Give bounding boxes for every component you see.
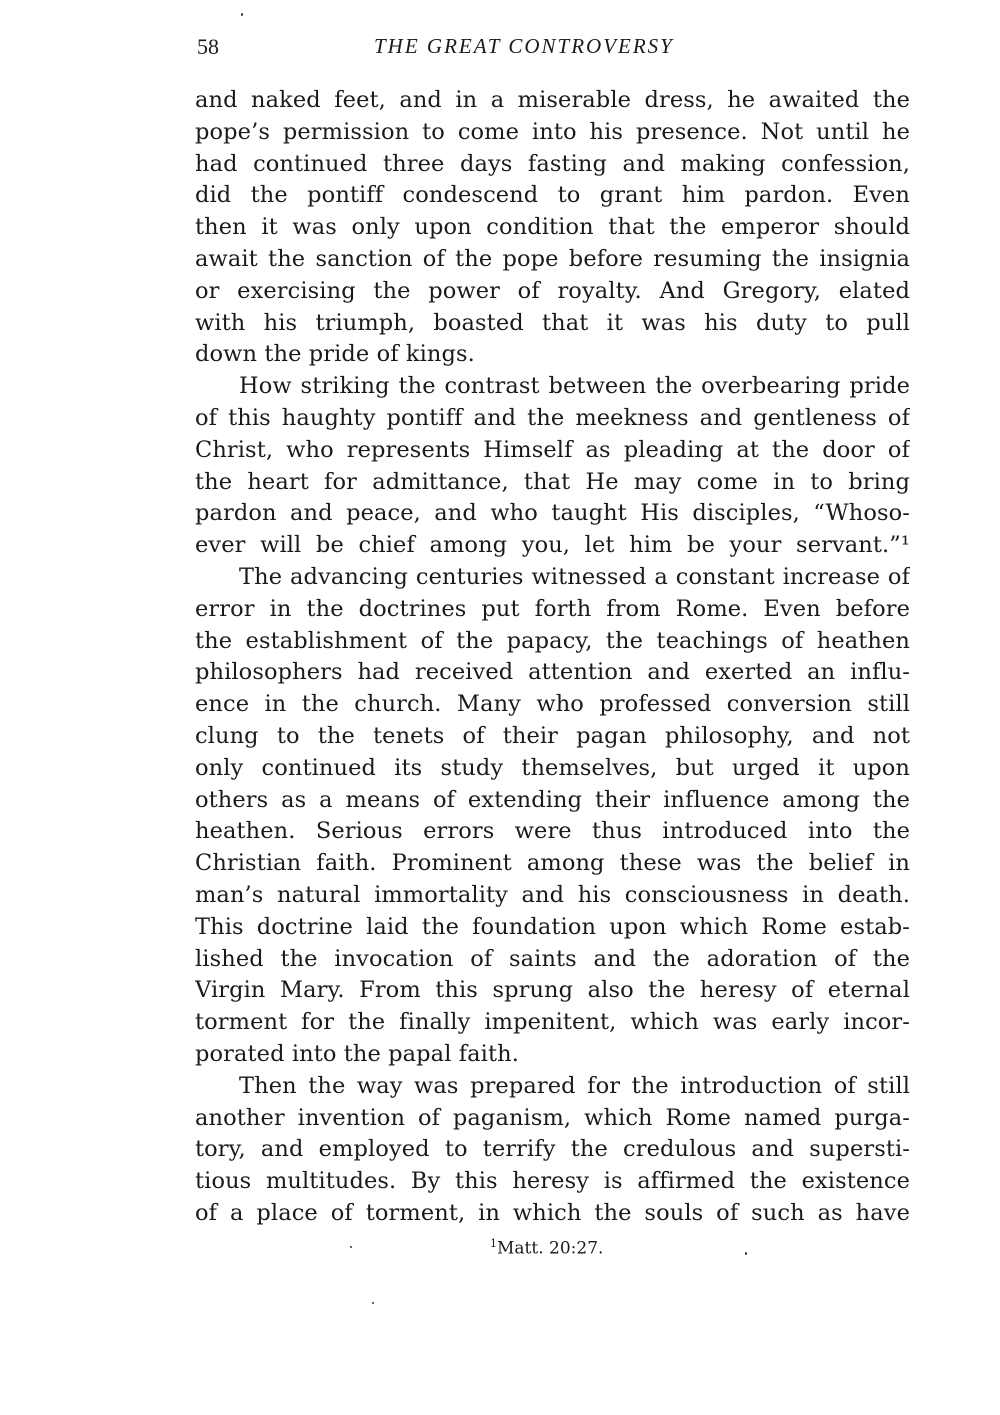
- text-line: tious multitudes. By this heresy is affirmed the existence: [195, 1168, 910, 1195]
- text-line: clung to the tenets of their pagan philosophy, and not: [195, 722, 910, 749]
- text-line: man’s natural immortality and his consciousness in death.: [195, 881, 910, 908]
- text-line: with his triumph, boasted that it was his duty to pull: [195, 309, 910, 336]
- text-line: of a place of torment, in which the souls of such as have: [195, 1199, 910, 1226]
- scan-speck: [350, 1246, 352, 1248]
- text-line: torment for the finally impenitent, which was early incor-: [195, 1009, 910, 1036]
- text-line: then it was only upon condition that the emperor should: [195, 214, 910, 241]
- text-line: and naked feet, and in a miserable dress, he awaited the: [195, 87, 910, 113]
- text-line: Then the way was prepared for the introduction of still: [239, 1072, 910, 1099]
- body-text: [195, 85, 910, 1230]
- text-line: others as a means of extending their influence among the: [195, 786, 910, 813]
- text-line: lished the invocation of saints and the adoration of the: [195, 945, 910, 972]
- text-line: error in the doctrines put forth from Rome. Even before: [195, 595, 910, 622]
- text-line: The advancing centuries witnessed a constant increase of: [239, 563, 910, 590]
- scan-speck: [745, 1252, 747, 1255]
- footnote-text: Matt. 20:27.: [497, 1238, 604, 1259]
- text-line: pope’s permission to come into his presence. Not until he: [195, 118, 910, 145]
- text-line: Christ, who represents Himself as pleading at the door of: [195, 436, 910, 463]
- text-line: ence in the church. Many who professed conversion still: [195, 691, 910, 718]
- paragraph-3: [195, 562, 910, 1071]
- paragraph-1: [195, 85, 910, 371]
- paragraph-4: [195, 1071, 910, 1230]
- paragraph-2: [195, 371, 910, 562]
- text-line: This doctrine laid the foundation upon which Rome estab-: [195, 913, 910, 940]
- text-line: the establishment of the papacy, the teachings of heathen: [195, 627, 910, 654]
- footnote-marker: 1: [490, 1237, 497, 1250]
- scan-speck: [372, 1302, 374, 1304]
- text-line: pardon and peace, and who taught His disciples, “Whoso-: [195, 500, 910, 527]
- text-line: tory, and employed to terrify the credulous and supersti-: [195, 1136, 910, 1163]
- text-line: only continued its study themselves, but urged it upon: [195, 754, 910, 781]
- text-line: another invention of paganism, which Rome named purga-: [195, 1104, 910, 1131]
- text-line: heathen. Serious errors were thus introduced into the: [195, 818, 910, 845]
- scan-speck: [241, 13, 243, 16]
- text-line: did the pontiff condescend to grant him pardon. Even: [195, 182, 910, 209]
- text-line: How striking the contrast between the overbearing pride: [239, 373, 910, 400]
- text-line: the heart for admittance, that He may come in to bring: [195, 468, 910, 495]
- text-line: porated into the papal faith.: [195, 1040, 519, 1067]
- text-line: had continued three days fasting and making confession,: [195, 150, 910, 177]
- text-line: down the pride of kings.: [195, 341, 475, 368]
- text-line: await the sanction of the pope before resuming the insignia: [195, 245, 910, 272]
- text-line: ever will be chief among you, let him be your servant.”¹: [195, 532, 910, 559]
- text-line: or exercising the power of royalty. And Gregory, elated: [195, 277, 910, 304]
- text-line: philosophers had received attention and exerted an influ-: [195, 659, 910, 686]
- running-title: THE GREAT CONTROVERSY: [374, 34, 674, 58]
- page-number: 58: [197, 34, 219, 59]
- text-line: Christian faith. Prominent among these was the belief in: [195, 850, 910, 877]
- text-line: of this haughty pontiff and the meekness and gentleness of: [195, 404, 910, 431]
- text-line: Virgin Mary. From this sprung also the heresy of eternal: [195, 977, 910, 1004]
- footnote: [490, 1237, 603, 1259]
